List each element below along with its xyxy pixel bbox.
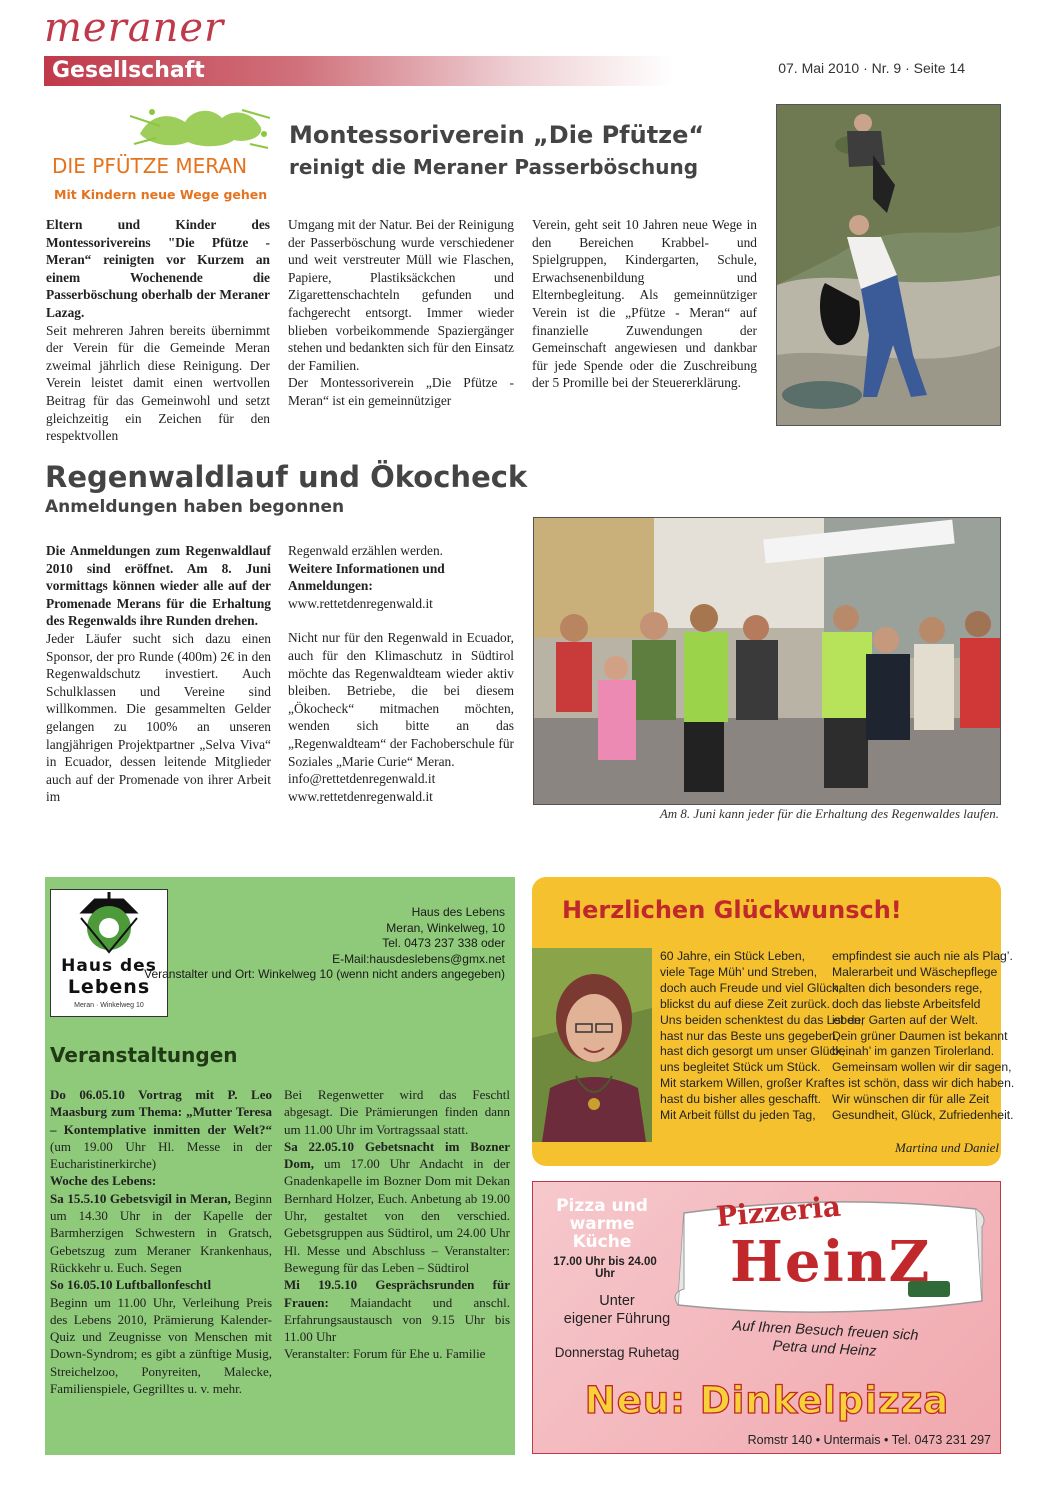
- poem-line: beinah’ im ganzen Tirolerland.: [832, 1044, 995, 1059]
- poem-line: Wir wünschen dir für alle Zeit: [832, 1092, 990, 1107]
- headline-line: Küche: [572, 1232, 632, 1252]
- poem-line: doch das liebste Arbeitsfeld: [832, 996, 981, 1011]
- logo-line-1: Haus des: [61, 956, 157, 976]
- poem-line: Malerarbeit und Wäschepflege: [832, 964, 998, 979]
- website-link-1[interactable]: www.rettetdenregenwald.it: [288, 595, 433, 611]
- welcome-line: Auf Ihren Besuch freuen sich: [732, 1318, 919, 1344]
- events-column-1: [50, 1086, 272, 1397]
- event-2-title: Sa 15.5.10 Gebetsvigil in Meran,: [50, 1190, 231, 1206]
- contact-line: Haus des Lebens: [411, 905, 505, 919]
- headline-line: warme: [569, 1214, 635, 1234]
- events-column-2: [284, 1086, 510, 1363]
- puddle-splash-logo: [130, 104, 270, 150]
- article1-body-1: Seit mehreren Jahren bereits übernimmt der Verein für die Gemeinde Meran zweimal jährlich diese Reinigung. Der Verein leistet damit einen wertvollen Beitrag für das Gemeinwohl und setzt gleichzeitig ein Zeichen für den respektvollen: [46, 322, 270, 444]
- issue-info: 07. Mai 2010 · Nr. 9 · Seite 14: [778, 60, 965, 76]
- poem-line: es ist schön, dass wir dich haben.: [832, 1076, 1015, 1091]
- event-3-text: Beginn um 11.00 Uhr, Verleihung Preis des Lebens 2010, Prämierung Kalender-Quiz und Zeugnisse von Menschen mit Down-Syndrom; es gibt a zünftige Musig, Streichelzoo, Ponyreiten, Malecke, Familienspiele, Gegrilltes u. v. mehr.: [50, 1294, 272, 1397]
- poem-line: halten dich besonders rege,: [832, 980, 983, 995]
- poem-line: blickst du auf diese Zeit zurück.: [660, 996, 831, 1011]
- website-link-2[interactable]: www.rettetdenregenwald.it: [288, 788, 433, 804]
- article1-body-2: Umgang mit der Natur. Bei der Reinigung der Passerböschung wurde verschiedener und weit verstreuter Müll wie Flaschen, Papiere, Plastiksäckchen und Zigarettenschachteln gefunden und fachgerecht entsorgt. Immer wieder blieben vorbeikommende Spaziergänger stehen und bedankten sich für den Einsatz der Familien.: [288, 217, 514, 373]
- poem-line: Mit starkem Willen, großer Kraft: [660, 1076, 832, 1091]
- poem-line: hast du bisher alles geschafft.: [660, 1092, 822, 1107]
- banner-word-2: HeinZ: [730, 1229, 932, 1295]
- pizzeria-banner: [670, 1189, 990, 1321]
- article1-body-3: Verein, geht seit 10 Jahren neue Wege in den Bereichen Krabbel- und Spielgruppen, Kindergarten, Schule, Erwachsenenbildung und Elternbegleitung. Als gemeinnütziger Verein ist die „Pfütze - Meran“ auf finanzielle Zuwendungen der Gemeinschaft angewiesen und dankbar für jede Spende oder die Zuschreibung der 5 Promille bei der Steuererklärung.: [532, 217, 757, 391]
- article2-title: Regenwaldlauf und Ökocheck: [45, 460, 528, 494]
- event-3-rain: Bei Regenwetter wird das Feschtl abgesagt. Die Prämierungen finden dann um 11.00 Uhr im Vortragssaal statt.: [284, 1087, 510, 1137]
- owner-line: Unter: [599, 1293, 635, 1309]
- headline-line: Pizza und: [556, 1196, 648, 1216]
- poem-line: uns begleitet Stück um Stück.: [660, 1060, 821, 1075]
- article2-body-1: Jeder Läufer sucht sich dazu einen Sponsor, der pro Runde (400m) 2€ in den Regenwaldschutz investiert. Auch Schulklassen und Vereine sind willkommen. Die gesammelten Gelder gelangen zu 100% an unseren langjährigen Projektpartner „Selva Viva“ in Ecuador, dessen leitende Mitglieder auch auf der Promenade von ihrer Arbeit im: [46, 630, 271, 805]
- opening-hours: 17.00 Uhr bis 24.00 Uhr: [553, 1256, 657, 1280]
- article1-lead: Eltern und Kinder des Montessorivereins "Die Pfütze - Meran“ reinigten vor Kurzem an einem Wochenende die Passerböschung oberhalb der Meraner Lazag.: [46, 217, 270, 320]
- event-5-organizer: Veranstalter: Forum für Ehe u. Familie: [284, 1346, 486, 1362]
- article2-lead: Die Anmeldungen zum Regenwaldlauf 2010 sind eröffnet. Am 8. Juni vormittags können wieder alle auf der Promenade Merans für die Erhaltung des Regenwalds ihre Runden drehen.: [46, 543, 271, 629]
- rest-day: Donnerstag Ruhetag: [554, 1345, 680, 1360]
- event-4-title: Sa 22.05.10 Gebetsnacht im Bozner Dom,: [284, 1138, 510, 1172]
- run-photo: [533, 517, 1001, 805]
- brand-logo: meraner: [44, 5, 225, 51]
- article1-column-1: [46, 216, 270, 445]
- cleanup-photo-illustration: [777, 105, 1001, 426]
- event-1-title: Do 06.05.10 Vortrag mit P. Leo Maasburg zum Thema: „Mutter Teresa – Kontemplative inmitten der Welt?“: [50, 1087, 272, 1137]
- article2-column-1: [46, 542, 271, 806]
- poem-line: Uns beiden schenktest du das Leben,: [660, 1012, 864, 1027]
- pizzeria-address: Romstr 140 • Untermais • Tel. 0473 231 297: [747, 1433, 991, 1447]
- article2-body-3: Nicht nur für den Regenwald in Ecuador, auch für den Klimaschutz in Südtirol möchte das Regenwaldteam wieder aktiv bleiben. Betriebe, die bei diesem „Ökocheck“ mitmachen möchten, wenden sich bitte an das „Regenwaldteam“ der Fachoberschule für Soziales „Marie Curie“ Meran.: [288, 630, 514, 769]
- event-4-text: um 17.00 Uhr Andacht in der Gnadenkapelle im Bozner Dom mit Dekan Bernhard Holzer, Euch. Anbetung ab 19.00 Uhr, gestaltet von den verschied. Gebetsgruppen aus Südtirol, um 24.00 Uhr Hl. Messe und Abschluss – Veranstalter: Bewegung für das Leben – Südtirol: [284, 1156, 510, 1275]
- haus-des-lebens-contact: [144, 905, 505, 983]
- pizzeria-headline: [542, 1197, 662, 1251]
- poem-line: ist der Garten auf der Welt.: [832, 1012, 979, 1027]
- article1-subtitle: reinigt die Meraner Passerböschung: [289, 155, 699, 179]
- run-photo-caption: Am 8. Juni kann jeder für die Erhaltung des Regenwaldes laufen.: [659, 806, 999, 821]
- info-label: Weitere Informationen und Anmeldungen:: [288, 560, 445, 594]
- email-link[interactable]: info@rettetdenregenwald.it: [288, 771, 436, 787]
- congratulations-title: Herzlichen Glückwunsch!: [562, 896, 902, 924]
- poem-line: viele Tage Müh’ und Streben,: [660, 964, 818, 979]
- article2-subtitle: Anmeldungen haben begonnen: [45, 497, 345, 517]
- poem-line: Dein grüner Daumen ist bekannt: [832, 1028, 1008, 1043]
- event-1-text: (um 19.00 Uhr Hl. Messe in der Eucharistinerkirche): [50, 1138, 272, 1172]
- article1-title: Montessoriverein „Die Pfütze“: [289, 121, 705, 149]
- poem-column-2: [832, 949, 1014, 1124]
- article2-body-2: Regenwald erzählen werden.: [288, 543, 444, 558]
- event-2-text: Beginn um 14.30 Uhr in der Kapelle der Barmherzigen Schwestern in Gratsch, Gebetszug zum Meraner Krankenhaus, Rückkehr u. Euch. Segen: [50, 1190, 272, 1275]
- contact-email[interactable]: E-Mail:hausdeslebens@gmx.net: [332, 951, 505, 966]
- portrait-photo: [532, 948, 652, 1142]
- poem-line: Gemeinsam wollen wir dir sagen,: [832, 1060, 1012, 1075]
- pfuetze-logo-tagline: Mit Kindern neue Wege gehen: [54, 187, 268, 202]
- poem-line: hast dich gesorgt um unser Glück,: [660, 1044, 845, 1059]
- article2-column-2: [288, 542, 514, 805]
- contact-line: Tel. 0473 237 338 oder: [382, 936, 505, 950]
- poem-line: Mit Arbeit füllst du jeden Tag,: [660, 1108, 816, 1123]
- article1-body-2b: Der Montessoriverein „Die Pfütze - Meran“ ist ein gemeinnütziger: [288, 375, 514, 408]
- article1-column-3: [532, 216, 757, 392]
- poem-line: hast nur das Beste uns gegeben,: [660, 1028, 839, 1043]
- run-photo-illustration: [534, 518, 1001, 805]
- section-title: Gesellschaft: [52, 58, 205, 83]
- event-5-text: Maiandacht und anschl. Erfahrungsaustausch von 9.15 Uhr bis 11.00 Uhr: [284, 1294, 510, 1345]
- banner-word-1: Pizzeria: [714, 1189, 843, 1234]
- contact-line: Meran, Winkelweg, 10: [386, 920, 505, 935]
- poem-line: 60 Jahre, ein Stück Leben,: [660, 949, 805, 963]
- owner-line: eigener Führung: [563, 1311, 671, 1327]
- poem-line: Gesundheit, Glück, Zufriedenheit.: [832, 1108, 1014, 1123]
- article1-column-2: [288, 216, 514, 410]
- dinkelpizza-headline: Neu: Dinkelpizza: [584, 1379, 950, 1422]
- cleanup-photo: [776, 104, 1001, 426]
- congratulations-signature: Martina und Daniel: [895, 1140, 999, 1155]
- portrait-illustration: [532, 948, 652, 1142]
- week-label: Woche des Lebens:: [50, 1173, 157, 1189]
- event-5-title: Mi 19.5.10 Gesprächsrunden für Frauen:: [284, 1277, 510, 1310]
- poem-line: doch auch Freude und viel Glück,: [660, 980, 842, 995]
- logo-sub: Meran · Winkelweg 10: [74, 1002, 144, 1009]
- contact-line: Veranstalter und Ort: Winkelweg 10 (wenn nicht anders angegeben): [144, 967, 505, 981]
- pfuetze-logo-text: DIE PFÜTZE MERAN: [52, 154, 248, 178]
- poem-line: empfindest sie auch nie als Plag’.: [832, 949, 1013, 963]
- welcome-line: Petra und Heinz: [772, 1338, 877, 1360]
- logo-line-2: Lebens: [67, 976, 151, 998]
- event-3-title: So 16.05.10 Luftballonfeschtl: [50, 1277, 212, 1293]
- events-heading: Veranstaltungen: [50, 1043, 238, 1067]
